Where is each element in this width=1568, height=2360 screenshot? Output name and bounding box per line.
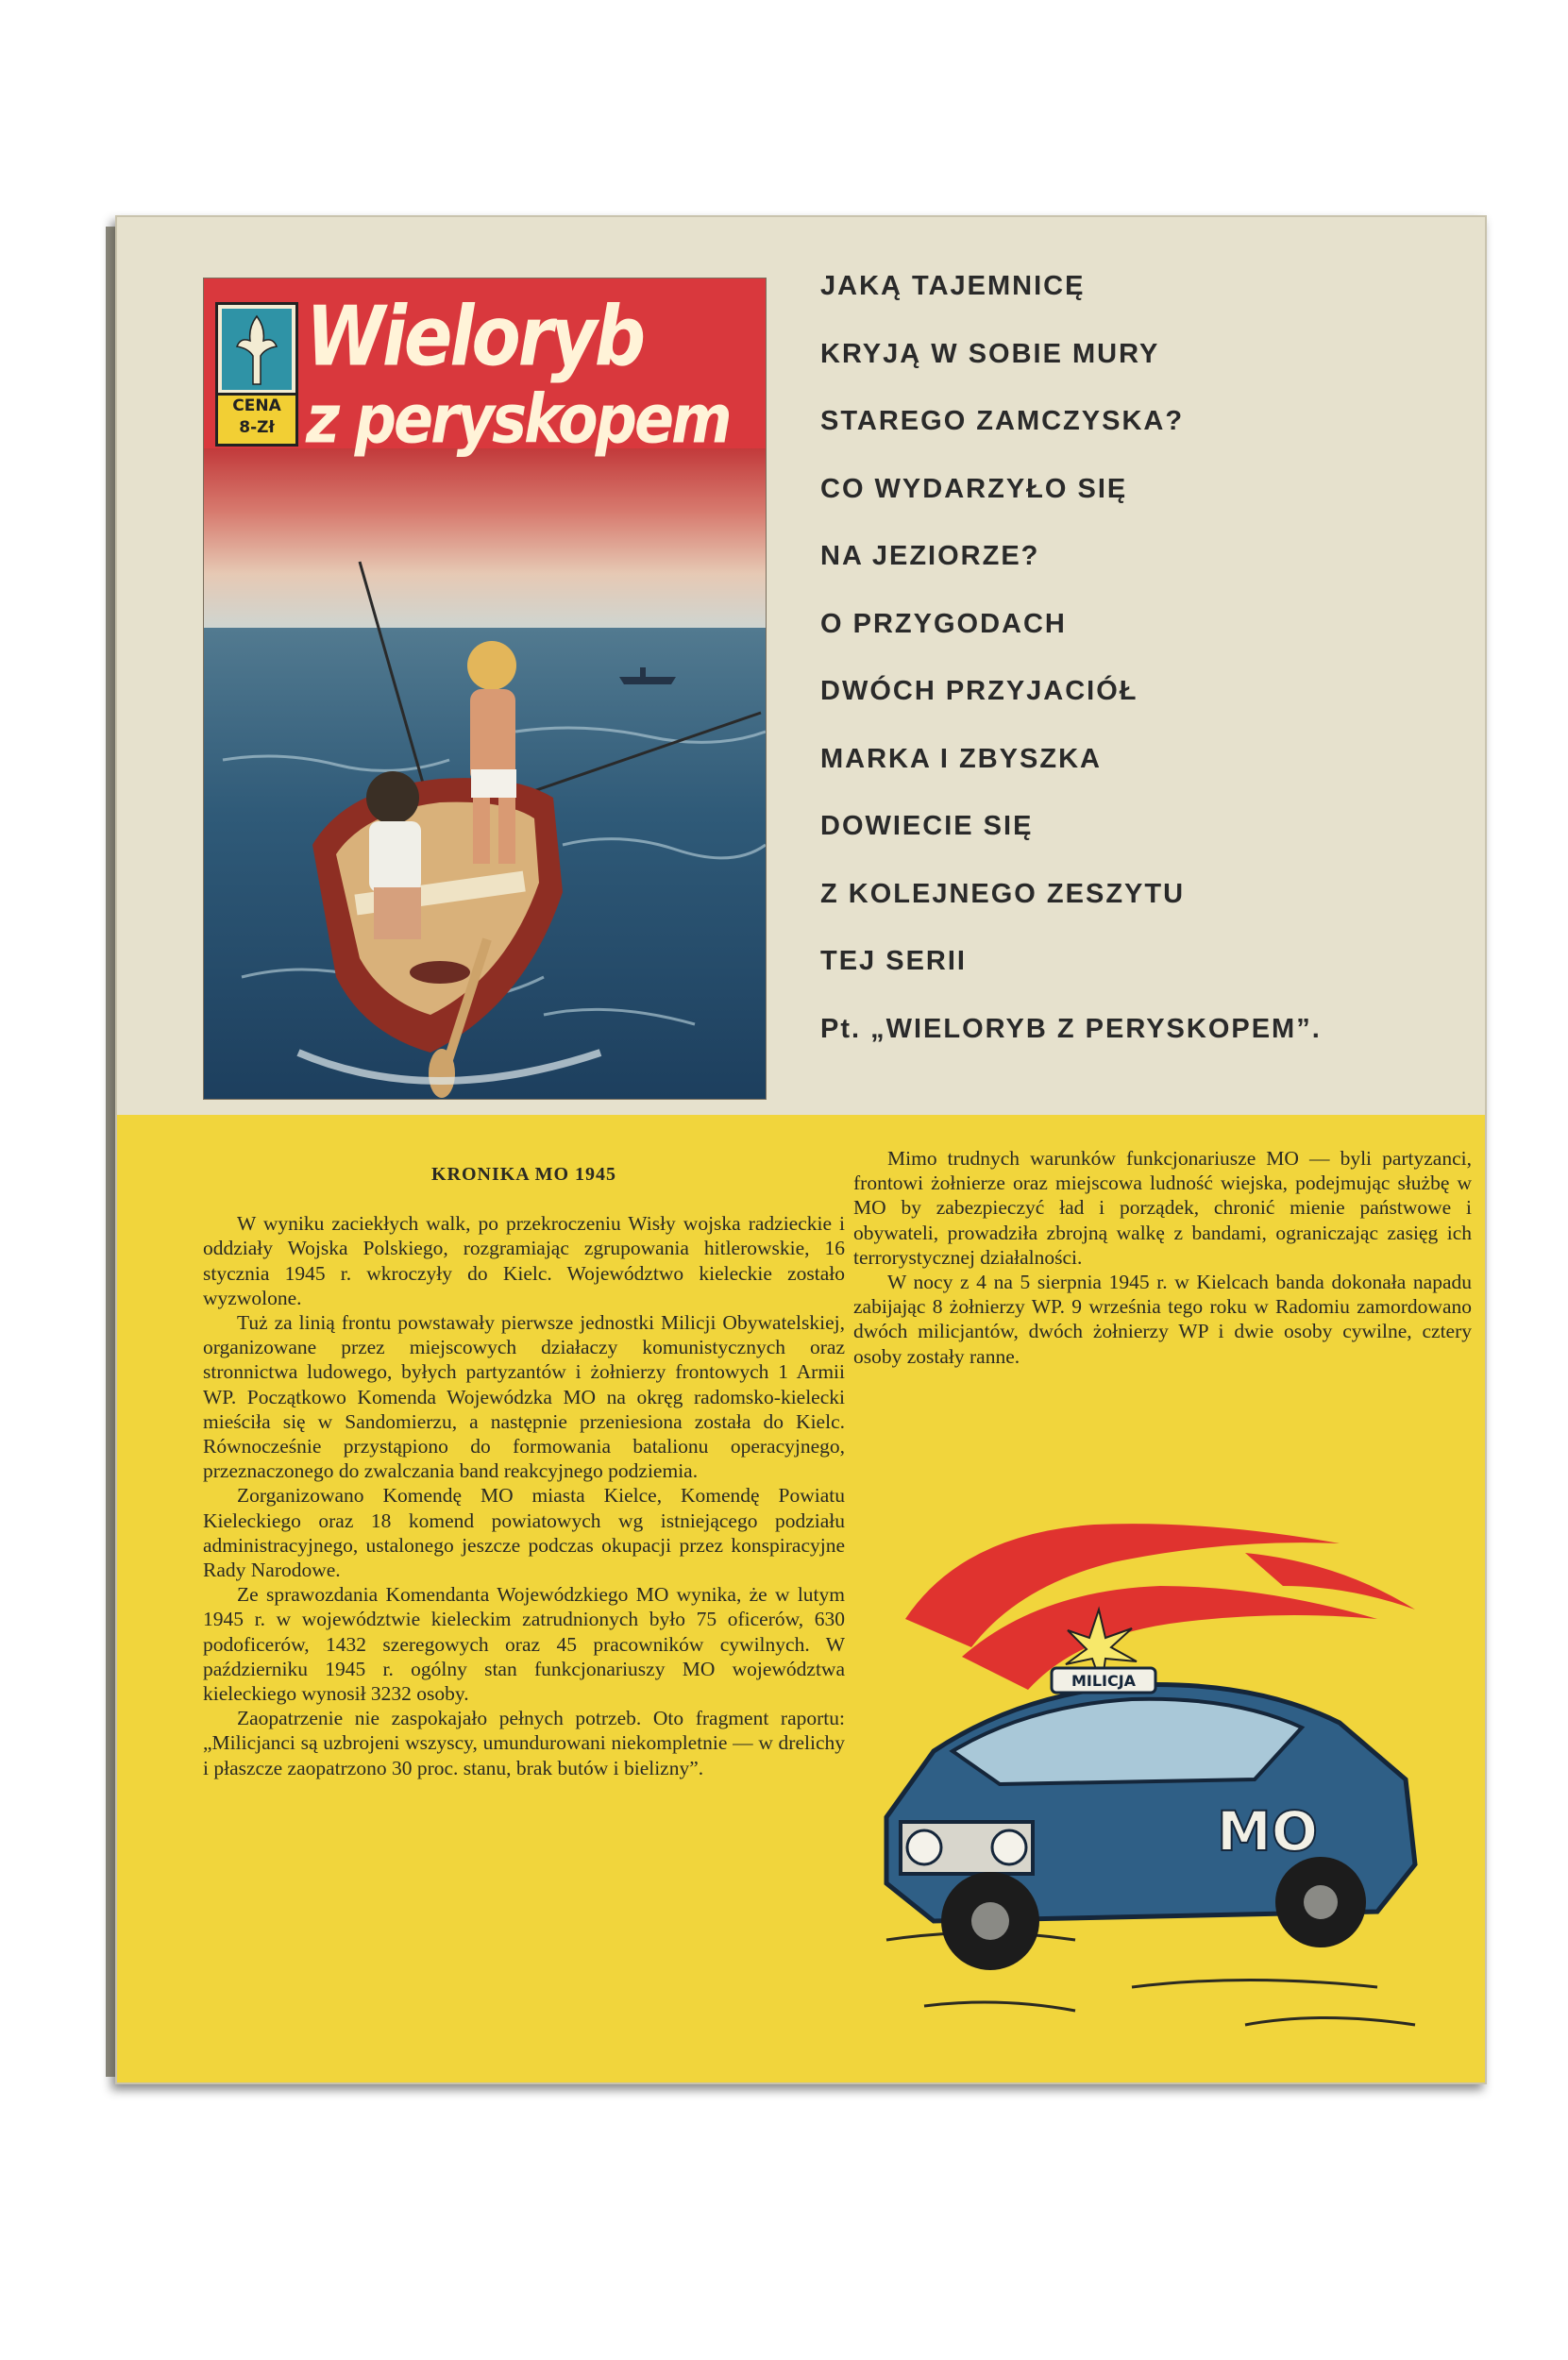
- police-car-illustration: [849, 1496, 1481, 2063]
- rowing-boat: [312, 778, 563, 1053]
- article-paragraph: Zorganizowano Komendę MO miasta Kielce, Komendę Powiatu Kieleckiego oraz 18 komend powiatowych wg istniejącego podziału administracyjnego, ustalonego jeszcze podczas okupacji przez konspiracyjne Rady Narodowe.: [203, 1484, 845, 1582]
- cover-title-line1: Wieloryb: [306, 287, 644, 385]
- headlight: [992, 1830, 1026, 1864]
- article-paragraph: Ze sprawozdania Komendanta Wojewódzkiego MO wynika, że w lutym 1945 r. w województwie kieleckim zatrudnionych było 75 oficerów, 630 podoficerów, 1432 szeregowych oraz 45 pracowników cywilnych. W październiku 1945 r. ogólny stan funkcjonariuszy MO województwa kieleckiego wynosił 3232 osoby.: [203, 1583, 845, 1706]
- teaser-line: STAREGO ZAMCZYSKA?: [820, 406, 1185, 436]
- publisher-logo: [215, 302, 298, 447]
- teaser-line: JAKĄ TAJEMNICĘ: [820, 271, 1086, 301]
- teaser-line: MARKA I ZBYSZKA: [820, 743, 1102, 774]
- price-tag: [218, 393, 295, 444]
- article-paragraph: Tuż za linią frontu powstawały pierwsze jednostki Milicji Obywatelskiej, organizowane przez miejscowych działaczy komunistycznych oraz stronnictwa ludowego, byłych partyzantów i żołnierzy frontowych 1 Armii WP. Początkowo Komenda Wojewódzka MO na okręg radomsko-kielecki mieściła się w Sandomierzu, a następnie przeniesiona została do Kielc. Równocześnie przystąpiono do formowania batalionu operacyjnego, przeznaczonego do zwalczania band reakcyjnego podziemia.: [203, 1311, 845, 1483]
- back-cover-page: [115, 215, 1487, 2084]
- article-paragraph: W wyniku zaciekłych walk, po przekroczeniu Wisły wojska radzieckie i oddziały Wojska Polskiego, rozgramiając zgrupowania hitlerowskie, 16 stycznia 1945 r. wkroczyły do Kielc. Województwo kieleckie zostało wyzwolone.: [203, 1212, 845, 1309]
- teaser-line: KRYJĄ W SOBIE MURY: [820, 338, 1160, 369]
- cover-illustration: [204, 448, 766, 1099]
- palm-emblem-icon: [222, 309, 292, 390]
- teaser-line: O PRZYGODACH: [820, 608, 1067, 639]
- police-car: [886, 1668, 1415, 1970]
- price-value: 8-Zł: [239, 418, 275, 437]
- boy-sitting: [366, 771, 421, 939]
- article-heading: KRONIKA MO 1945: [430, 1164, 617, 1185]
- teaser-line: Pt. „WIELORYB Z PERYSKOPEM”.: [820, 1013, 1322, 1044]
- teaser-line: Z KOLEJNEGO ZESZYTU: [820, 878, 1186, 909]
- article-left-column: [203, 1162, 845, 1780]
- cover-title-line2: z peryskopem: [306, 379, 730, 459]
- teaser-line: DOWIECIE SIĘ: [820, 811, 1034, 841]
- headlight: [907, 1830, 941, 1864]
- roof-sign-text: MILICJA: [1071, 1672, 1137, 1690]
- teaser-line: NA JEZIORZE?: [820, 541, 1040, 571]
- cover-title: [306, 287, 759, 461]
- door-text: MO: [1217, 1799, 1319, 1863]
- teaser-line: CO WYDARZYŁO SIĘ: [820, 473, 1128, 504]
- red-speed-streaks: [905, 1524, 1415, 1690]
- article-paragraph: Mimo trudnych warunków funkcjonariusze MO — byli partyzanci, frontowi żołnierze oraz miejscowa ludność wiejska, podejmując służbę w MO by zabezpieczyć ład i porządek, chronić mienie państwowe i obywateli, prowadziła zbrojną walkę z bandami, ograniczając zasięg ich terrorystycznej działalności.: [853, 1147, 1472, 1269]
- periscope-shape: [619, 667, 676, 684]
- teaser-line: DWÓCH PRZYJACIÓŁ: [820, 676, 1138, 706]
- cover-thumbnail: [203, 278, 767, 1100]
- palm-emblem: [222, 309, 292, 390]
- front-hubcap: [971, 1902, 1009, 1940]
- article-right-column: [853, 1146, 1472, 1369]
- article-paragraph: Zaopatrzenie nie zaspokajało pełnych potrzeb. Oto fragment raportu: „Milicjanci są uzbrojeni wszyscy, umundurowani niekompletnie — w drelichy i płaszcze zaopatrzono 30 proc. stanu, brak butów i bielizny”.: [203, 1707, 845, 1779]
- price-label: CENA: [232, 396, 281, 415]
- teaser-line: TEJ SERII: [820, 946, 967, 976]
- article-paragraph: W nocy z 4 na 5 sierpnia 1945 r. w Kielcach banda dokonała napadu zabijając 8 żołnierzy WP. 9 września tego roku w Radomiu zamordowano dwóch milicjantów, dwóch żołnierzy WP i dwie osoby cywilne, cztery osoby zostały ranne.: [853, 1271, 1472, 1368]
- rear-hubcap: [1304, 1885, 1338, 1919]
- teaser-text: [820, 253, 1472, 1063]
